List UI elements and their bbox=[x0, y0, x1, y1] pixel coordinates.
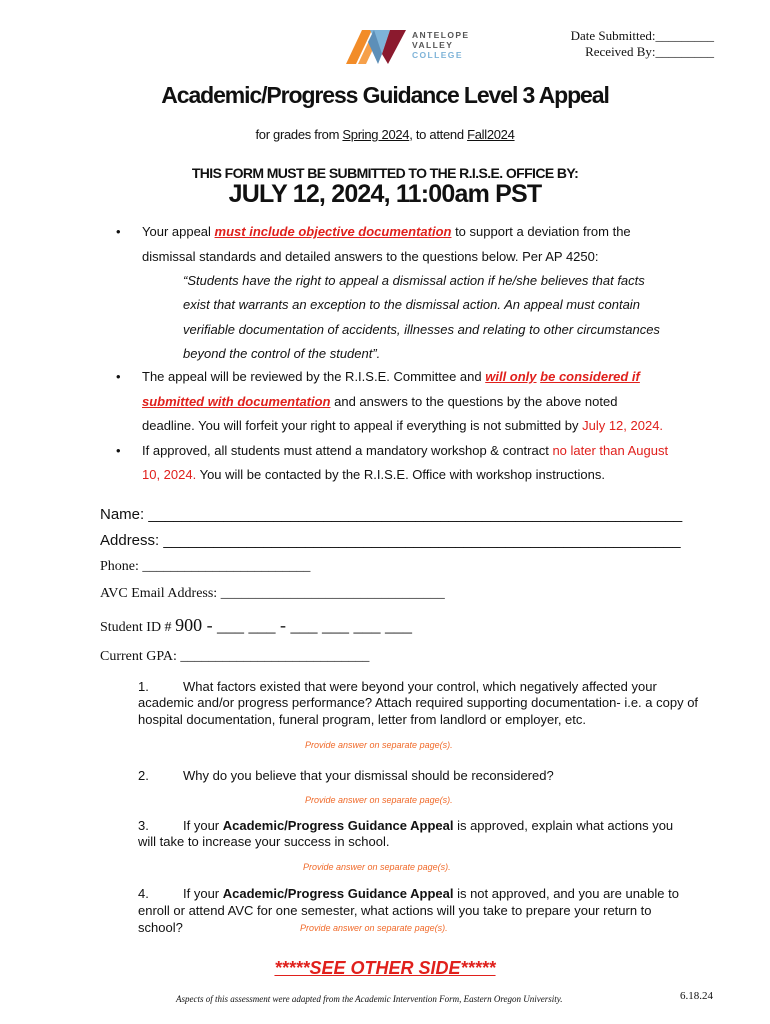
subtitle-prefix: for grades from bbox=[255, 127, 343, 142]
quote-line-1: “Students have the right to appeal a dismissal action if he/she believes that facts bbox=[183, 273, 645, 288]
received-by-field[interactable]: Received By:_________ bbox=[585, 44, 714, 59]
answer-note: Provide answer on separate page(s). bbox=[305, 740, 453, 750]
text: deadline. You will forfeit your right to appeal if everything is not submitted by bbox=[142, 418, 583, 433]
email-field[interactable]: AVC Email Address: ________________________________ bbox=[100, 586, 445, 601]
logo-wordmark bbox=[412, 30, 469, 60]
student-id-field[interactable] bbox=[100, 615, 412, 636]
question-4-line-3: school? bbox=[138, 920, 183, 935]
student-id-blanks: - ___ ___ - ___ ___ ___ ___ bbox=[202, 615, 413, 635]
red-date: 10, 2024. bbox=[142, 467, 197, 482]
footer-note: Aspects of this assessment were adapted from the Academic Intervention Form, Eastern Oregon University. bbox=[176, 994, 563, 1004]
name-field[interactable]: Name: ________________________________________________________________ bbox=[100, 506, 683, 523]
question-number: 2. bbox=[138, 768, 149, 783]
bold-text: Academic/Progress Guidance Appeal bbox=[222, 818, 454, 833]
bullet-icon: • bbox=[116, 443, 121, 458]
question-1-line-2: academic and/or progress performance? Attach required supporting documentation- i.e. a copy of bbox=[138, 695, 699, 710]
gpa-field[interactable]: Current GPA: ___________________________ bbox=[100, 649, 370, 664]
quote-line-4: beyond the control of the student”. bbox=[183, 346, 381, 361]
bullet-icon: • bbox=[116, 224, 121, 239]
question-3-line-1 bbox=[183, 818, 673, 833]
answer-note: Provide answer on separate page(s). bbox=[305, 795, 453, 805]
address-field[interactable]: Address: ______________________________________________________________ bbox=[100, 532, 681, 549]
see-other-side-note bbox=[0, 958, 770, 979]
text: You will be contacted by the R.I.S.E. Office with workshop instructions. bbox=[196, 467, 605, 482]
question-1-line-1: What factors existed that were beyond your control, which negatively affected your bbox=[183, 679, 657, 694]
subtitle-middle: , to attend bbox=[409, 127, 468, 142]
bullet-2-line-3 bbox=[142, 418, 663, 433]
office-note: THIS FORM MUST BE SUBMITTED TO THE R.I.S.E. OFFICE BY: bbox=[191, 165, 579, 181]
text: If your bbox=[183, 818, 223, 833]
red-date: no later than August bbox=[552, 443, 669, 458]
question-4-line-1 bbox=[183, 886, 679, 901]
text: is approved, explain what actions you bbox=[453, 818, 674, 833]
question-number: 3. bbox=[138, 818, 149, 833]
answer-note: Provide answer on separate page(s). bbox=[300, 923, 448, 933]
question-4-line-2: enroll or attend AVC for one semester, what actions will you take to prepare your return to bbox=[138, 903, 652, 918]
student-id-label: Student ID # bbox=[100, 620, 176, 635]
term-to: Fall2024 bbox=[467, 127, 515, 142]
answer-note: Provide answer on separate page(s). bbox=[303, 862, 451, 872]
emphasis-text: will only bbox=[485, 369, 537, 384]
question-number: 4. bbox=[138, 886, 149, 901]
term-from: Spring 2024 bbox=[342, 127, 410, 142]
logo-line-2: VALLEY bbox=[412, 40, 454, 50]
student-id-prefix: 900 bbox=[175, 615, 203, 635]
text: and answers to the questions by the above noted bbox=[330, 394, 618, 409]
page-title: Academic/Progress Guidance Level 3 Appeal bbox=[161, 82, 609, 108]
text: If approved, all students must attend a mandatory workshop & contract bbox=[142, 443, 553, 458]
question-number: 1. bbox=[138, 679, 149, 694]
logo-line-1: ANTELOPE bbox=[412, 30, 470, 40]
date-submitted-field[interactable]: Date Submitted:_________ bbox=[570, 28, 714, 43]
see-other-side-text: *****SEE OTHER SIDE***** bbox=[274, 958, 496, 978]
text: Your appeal bbox=[142, 224, 215, 239]
bullet-1-line-2: dismissal standards and detailed answers to the questions below. Per AP 4250: bbox=[142, 249, 599, 264]
subtitle bbox=[0, 127, 770, 142]
bullet-2-line-2 bbox=[142, 394, 617, 409]
bullet-3-line-1 bbox=[142, 443, 668, 458]
quote-line-3: verifiable documentation of accidents, illnesses and relating to other circumstances bbox=[183, 322, 660, 337]
text: to support a deviation from the bbox=[451, 224, 631, 239]
text: If your bbox=[183, 886, 223, 901]
bullet-3-line-2 bbox=[142, 467, 605, 482]
quote-line-2: exist that warrants an exception to the dismissal action. An appeal must contain bbox=[183, 297, 640, 312]
bullet-icon: • bbox=[116, 369, 121, 384]
question-2-line-1: Why do you believe that your dismissal should be reconsidered? bbox=[183, 768, 554, 783]
emphasis-text: must include objective documentation bbox=[214, 224, 452, 239]
question-3-line-2: will take to increase your success in school. bbox=[138, 834, 390, 849]
deadline-heading: JULY 12, 2024, 11:00am PST bbox=[228, 180, 542, 208]
logo-line-3: COLLEGE bbox=[412, 50, 463, 60]
text: is not approved, and you are unable to bbox=[453, 886, 679, 901]
emphasis-text: submitted with documentation bbox=[142, 394, 331, 409]
version-label: 6.18.24 bbox=[680, 990, 713, 1002]
emphasis-text: be considered if bbox=[540, 369, 640, 384]
bullet-1-line-1 bbox=[142, 224, 631, 239]
bold-text: Academic/Progress Guidance Appeal bbox=[222, 886, 454, 901]
red-date: July 12, 2024. bbox=[582, 418, 664, 433]
phone-field[interactable]: Phone: ________________________ bbox=[100, 559, 311, 574]
text: The appeal will be reviewed by the R.I.S.E. Committee and bbox=[142, 369, 486, 384]
question-1-line-3: hospital documentation, funeral program, letter from landlord or employer, etc. bbox=[138, 712, 587, 727]
bullet-2-line-1 bbox=[142, 369, 640, 384]
